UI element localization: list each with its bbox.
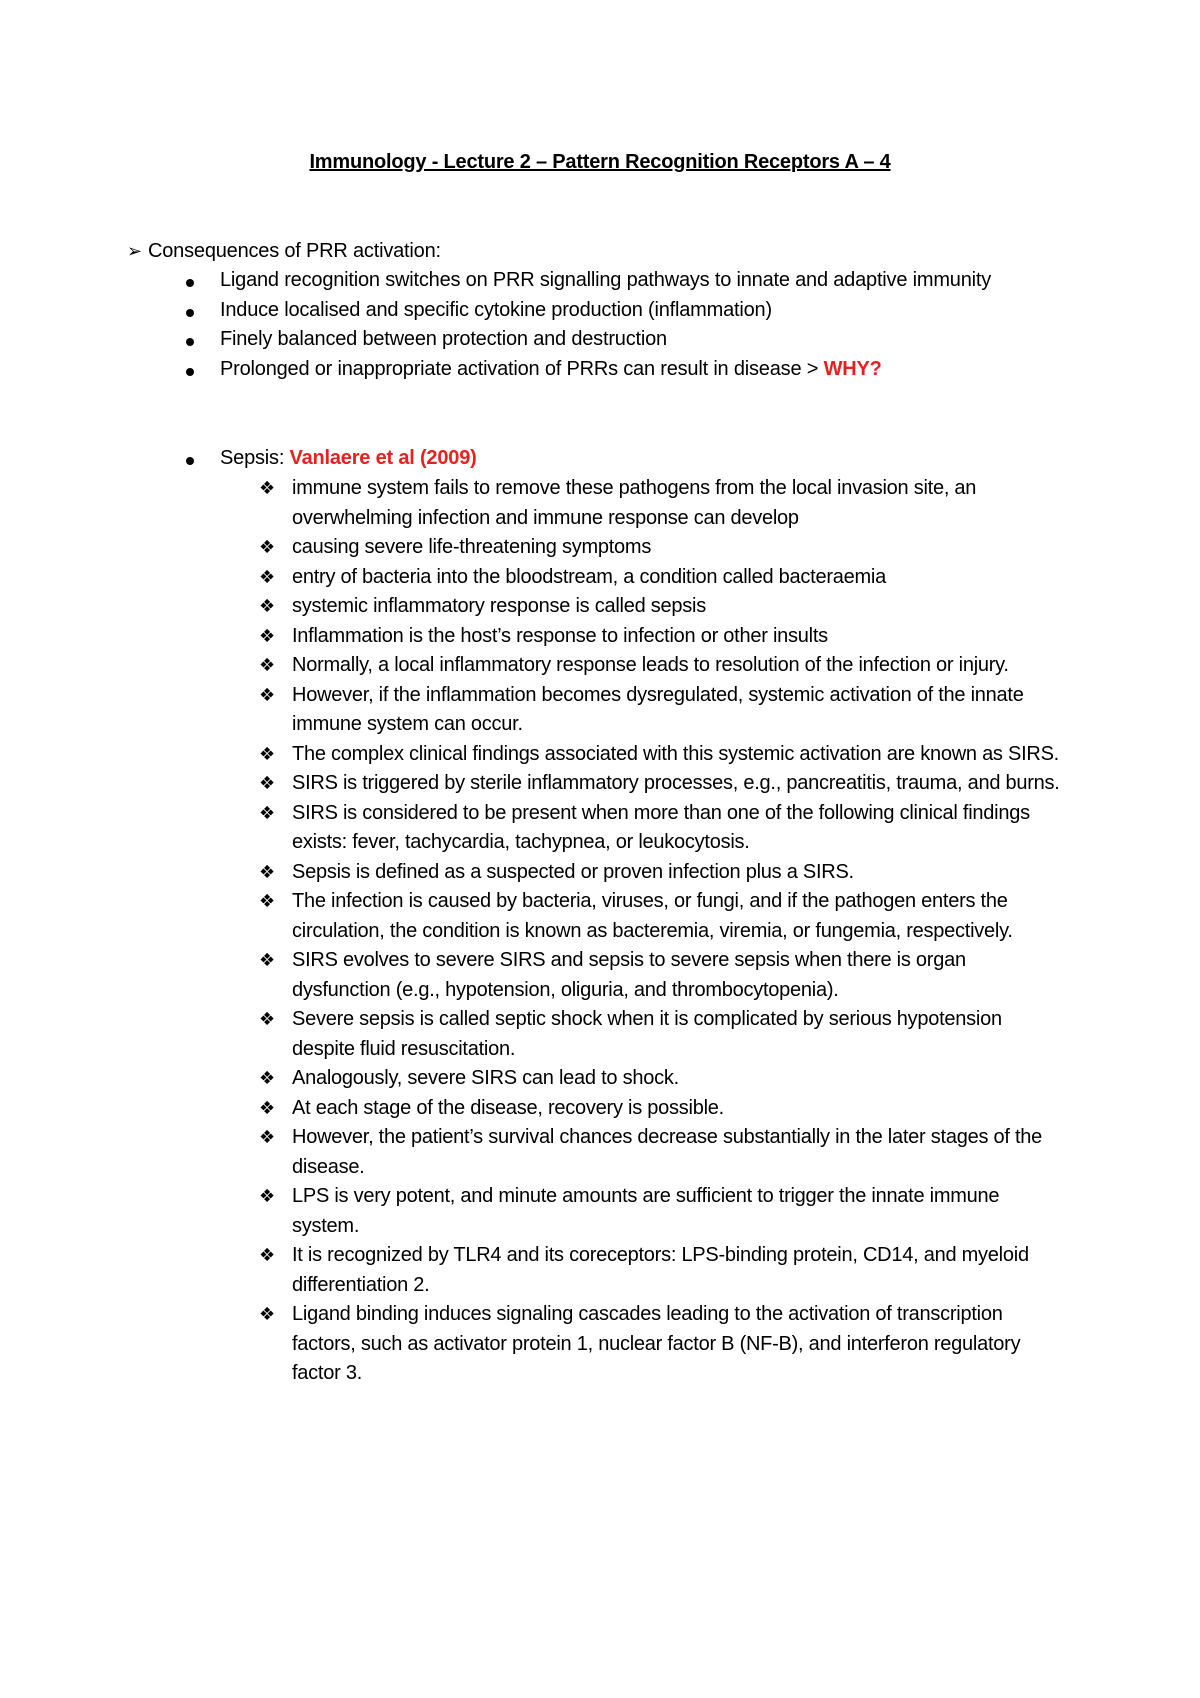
sepsis-point-item bbox=[0, 1300, 1062, 1389]
diamond-bullet-icon: ❖ bbox=[259, 1245, 275, 1265]
list-item bbox=[0, 325, 1200, 355]
list-item-text: Finely balanced between protection and destruction bbox=[220, 328, 667, 350]
list-item bbox=[0, 355, 1200, 385]
sepsis-point-text: causing severe life-threatening symptoms bbox=[292, 536, 652, 558]
sepsis-point-item bbox=[0, 622, 1062, 652]
sepsis-reference: Vanlaere et al (2009) bbox=[289, 447, 477, 469]
sepsis-point-text: The complex clinical findings associated with this systemic activation are known as SIRS. bbox=[292, 742, 1059, 765]
sepsis-point-text: Analogously, severe SIRS can lead to shock. bbox=[292, 1067, 679, 1089]
diamond-bullet-icon: ❖ bbox=[259, 684, 275, 705]
sepsis-point-item bbox=[0, 592, 1062, 622]
sepsis-point-item bbox=[0, 858, 1062, 888]
sepsis-point-item bbox=[0, 474, 1062, 533]
sepsis-point-text: Sepsis is defined as a suspected or proven infection plus a SIRS. bbox=[292, 860, 854, 883]
diamond-bullet-icon: ❖ bbox=[259, 861, 275, 882]
sepsis-point-text: It is recognized by TLR4 and its coreceptors: LPS-binding protein, CD14, and myeloid differentiation 2. bbox=[292, 1244, 1029, 1296]
bullet-dot-icon bbox=[186, 368, 194, 376]
page-title: Immunology - Lecture 2 – Pattern Recognition Receptors A – 4 bbox=[309, 151, 891, 173]
section-heading-text: Consequences of PRR activation: bbox=[148, 240, 441, 262]
sepsis-point-item bbox=[0, 1182, 1062, 1241]
prolonged-text: Prolonged or inappropriate activation of PRRs can result in disease > bbox=[220, 357, 824, 380]
diamond-bullet-icon: ❖ bbox=[259, 1186, 275, 1206]
sepsis-point-item bbox=[0, 1005, 1062, 1064]
sepsis-point-text: At each stage of the disease, recovery is possible. bbox=[292, 1096, 724, 1119]
list-item bbox=[0, 296, 1200, 326]
sepsis-point-item bbox=[0, 563, 1062, 593]
diamond-bullet-icon: ❖ bbox=[259, 773, 275, 793]
sepsis-point-item bbox=[0, 887, 1062, 946]
diamond-bullet-icon: ❖ bbox=[259, 1097, 275, 1118]
sepsis-point-item bbox=[0, 1241, 1062, 1300]
bullet-dot-icon bbox=[186, 309, 194, 317]
sepsis-point-text: The infection is caused by bacteria, viruses, or fungi, and if the pathogen enters the circulation, the condition is known as bacteremia, viremia, or fungemia, respectively. bbox=[292, 890, 1013, 942]
sepsis-point-text: Normally, a local inflammatory response leads to resolution of the infection or injury. bbox=[292, 654, 1009, 676]
bullet-dot-icon bbox=[186, 279, 194, 287]
sepsis-point-text: However, if the inflammation becomes dysregulated, systemic activation of the innate immune system can occur. bbox=[292, 683, 1024, 735]
arrow-bullet-icon: ➢ bbox=[127, 241, 143, 261]
diamond-bullet-icon: ❖ bbox=[259, 1009, 275, 1029]
sepsis-point-item bbox=[0, 651, 1062, 681]
diamond-bullet-icon: ❖ bbox=[259, 655, 275, 675]
bullet-dot-icon bbox=[186, 457, 194, 465]
diamond-bullet-icon: ❖ bbox=[259, 891, 275, 911]
diamond-bullet-icon: ❖ bbox=[259, 802, 275, 823]
sepsis-point-text: Inflammation is the host’s response to infection or other insults bbox=[292, 624, 828, 647]
sepsis-point-item bbox=[0, 533, 1062, 563]
sepsis-point-item bbox=[0, 946, 1062, 1005]
sepsis-point-text: Ligand binding induces signaling cascades leading to the activation of transcription factors, such as activator protein 1, nuclear factor B (NF-B), and interferon regulatory factor 3. bbox=[292, 1303, 1021, 1384]
diamond-bullet-icon: ❖ bbox=[259, 596, 275, 616]
sepsis-point-item bbox=[0, 681, 1062, 740]
sepsis-point-text: Severe sepsis is called septic shock when it is complicated by serious hypotension despite fluid resuscitation. bbox=[292, 1008, 1002, 1060]
why-highlight: WHY? bbox=[823, 357, 882, 380]
sepsis-point-item bbox=[0, 769, 1062, 799]
sepsis-point-text: LPS is very potent, and minute amounts are sufficient to trigger the innate immune system. bbox=[292, 1185, 1000, 1237]
sepsis-list bbox=[0, 444, 1200, 474]
diamond-bullet-icon: ❖ bbox=[259, 537, 275, 557]
sepsis-point-text: SIRS is triggered by sterile inflammatory processes, e.g., pancreatitis, trauma, and burns. bbox=[292, 772, 1060, 794]
diamond-bullet-icon: ❖ bbox=[259, 1304, 275, 1324]
list-item-text: Ligand recognition switches on PRR signalling pathways to innate and adaptive immunity bbox=[220, 269, 992, 291]
sepsis-label: Sepsis: bbox=[220, 447, 290, 469]
bullet-list bbox=[0, 266, 1200, 384]
diamond-bullet-icon: ❖ bbox=[259, 743, 275, 764]
list-item-text: Induce localised and specific cytokine production (inflammation) bbox=[220, 298, 772, 321]
bullet-dot-icon bbox=[186, 338, 194, 346]
diamond-bullet-icon: ❖ bbox=[259, 566, 275, 587]
diamond-bullet-icon: ❖ bbox=[259, 625, 275, 646]
diamond-bullet-icon: ❖ bbox=[259, 1068, 275, 1088]
list-item bbox=[0, 444, 1200, 474]
sepsis-point-item bbox=[0, 799, 1062, 858]
list-item-text bbox=[220, 355, 1010, 385]
diamond-bullet-icon: ❖ bbox=[259, 478, 275, 498]
sepsis-point-item bbox=[0, 1064, 1062, 1094]
sepsis-point-text: SIRS evolves to severe SIRS and sepsis to severe sepsis when there is organ dysfunction (e.g., hypotension, oliguria, and thrombocytopenia). bbox=[292, 949, 966, 1001]
sepsis-point-text: However, the patient’s survival chances decrease substantially in the later stages of the disease. bbox=[292, 1126, 1043, 1178]
diamond-bullet-icon: ❖ bbox=[259, 950, 275, 970]
sepsis-point-text: immune system fails to remove these pathogens from the local invasion site, an overwhelming infection and immune response can develop bbox=[292, 477, 977, 529]
list-item bbox=[0, 266, 1200, 296]
sepsis-point-text: SIRS is considered to be present when more than one of the following clinical findings exists: fever, tachycardia, tachypnea, or leukocytosis. bbox=[292, 801, 1030, 853]
sepsis-point-text: entry of bacteria into the bloodstream, a condition called bacteraemia bbox=[292, 565, 886, 588]
sepsis-point-item bbox=[0, 1094, 1062, 1124]
sepsis-point-item bbox=[0, 740, 1062, 770]
sepsis-line bbox=[220, 444, 1010, 474]
diamond-bullet-icon: ❖ bbox=[259, 1127, 275, 1147]
sepsis-points-list bbox=[0, 474, 1062, 1389]
sepsis-point-text: systemic inflammatory response is called sepsis bbox=[292, 595, 706, 617]
sepsis-point-item bbox=[0, 1123, 1062, 1182]
